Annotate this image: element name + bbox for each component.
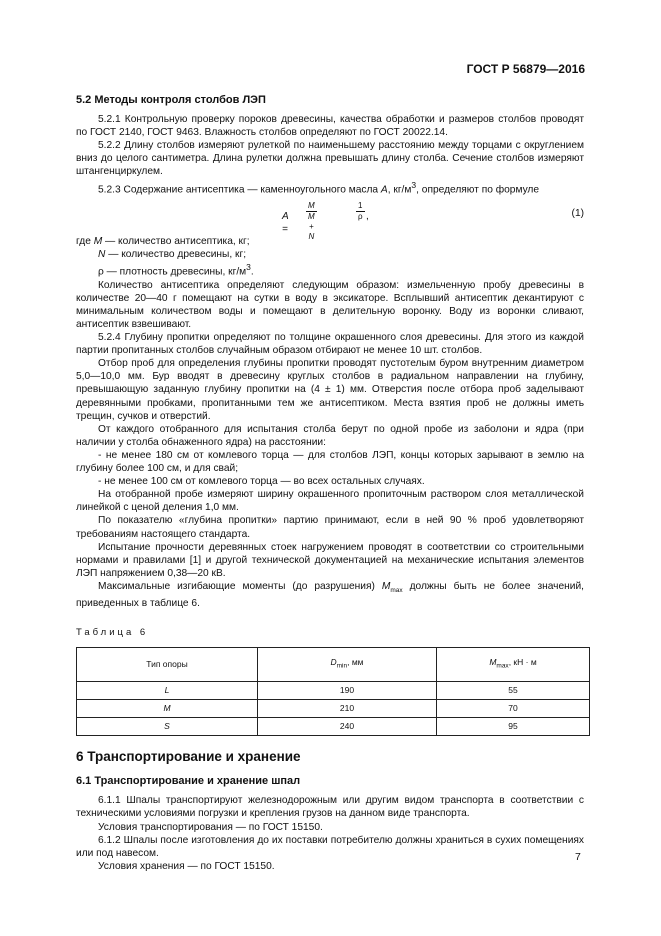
table-header-row (77, 648, 590, 682)
paragraph-5-2-3: 5.2.3 Содержание антисептика — каменноугольного масла A, $кг/м^3$, определяют по формуле (98, 179, 540, 195)
paragraph-strength-test: Испытание прочности деревянных стоек нагружением проводят в соответствии со строительными нормами и правилами [1] и другой технической документацией на механические испытания элементов ЛЭП напряжением 0,38—20 кВ. (76, 541, 584, 579)
formula-fraction-2: $\frac{1}{\rho}$ (358, 201, 363, 222)
section-6-title: 6 Транспортирование и хранение (76, 749, 301, 765)
paragraph-5-2-4: 5.2.4 Глубину пропитки определяют по толщине окрашенного слоя древесины. Для этого из каждой партии пропитанных столбов случайным образом отбирают не менее 10 шт. столбов. (76, 332, 584, 357)
list-item: - не менее 100 см от комлевого торца — во всех остальных случаях. (98, 476, 425, 488)
page-number: 7 (575, 851, 581, 863)
table-caption: Таблица 6 (76, 627, 149, 639)
section-5-2-title: 5.2 Методы контроля столбов ЛЭП (76, 94, 266, 106)
formula-legend (76, 235, 584, 279)
document-header: ГОСТ Р 56879—2016 (466, 62, 585, 76)
document-body (76, 94, 584, 873)
table-row: L 190 55 (77, 682, 590, 700)
list-item: - не менее 180 см от комлевого торца — для столбов ЛЭП, концы которых зарывают в землю на глубину более 100 см, и для свай; (76, 449, 584, 475)
paragraph-measurement: На отобранной пробе измеряют ширину окрашенного пропиточным раствором слоя металлической линейкой с ценой деления 1,0 мм. (76, 489, 584, 514)
section-6-1-title: 6.1 Транспортирование и хранение шпал (76, 775, 301, 788)
formula-lhs: A = (282, 211, 289, 236)
table-row: S 240 95 (77, 718, 590, 736)
table-header-cell: Тип опоры (77, 648, 258, 682)
paragraph-5-2-1: 5.2.1 Контрольную проверку пороков древесины, качества обработки и размеров столбов проводят по ГОСТ 2140, ГОСТ 9463. Влажность столбов определяют по ГОСТ 20022.14. (76, 114, 584, 139)
legend-item: ρ — плотность древесины, $кг/м^3$. (98, 262, 254, 278)
paragraph-6-1-1: 6.1.1 Шпалы транспортируют железнодорожным или другим видом транспорта в соответствии с техническими условиями погрузки и крепления грузов на данном виде транспорта. (76, 795, 584, 820)
paragraph-transport-conditions: Условия транспортирования — по ГОСТ 15150. (98, 821, 323, 833)
paragraph-antiseptic-method: Количество антисептика определяют следующим образом: измельченную пробу древесины в количестве 20—40 г помещают на сутки в воду в эксикаторе. Всплывший антисептик декантируют с минимальным количеством воды и помещают в делительную воронку. Воду из воронки сливают, антисептик взвешивают. (76, 279, 584, 330)
paragraph-5-2-2: 5.2.2 Длину столбов измеряют рулеткой по наименьшему расстоянию между торцами с округлением вниз до целого сантиметра. Длина рулетки должна превышать длину столба. Сечение столбов измеряют штангенциркулем. (76, 140, 584, 178)
table-6 (76, 647, 590, 736)
paragraph-max-moments: Максимальные изгибающие моменты (до разрушения) $M_{max}$ должны быть не более значений, приведенных в таблице 6. (76, 580, 584, 609)
paragraph-storage-conditions: Условия хранения — по ГОСТ 15150. (98, 860, 275, 872)
formula-1: A = $\frac{M}{M + N}$ $\frac{1}{\rho}$ , (1) (282, 201, 584, 242)
paragraph-6-1-2: 6.1.2 Шпалы после изготовления до их поставки потребителю должны храниться в сухих помещениях или под навесом. (76, 834, 584, 859)
paragraph-acceptance: По показателю «глубина пропитки» партию принимают, если в ней 90 % проб удовлетворяют требованиям настоящего стандарта. (76, 515, 584, 540)
table-header-cell: $D_{min}$, мм (258, 648, 437, 682)
table-row: M 210 70 (77, 700, 590, 718)
table-header-cell: $M_{max}$, кН · м (437, 648, 590, 682)
formula-number: (1) (571, 208, 584, 220)
legend-item: где M — количество антисептика, кг; (76, 236, 250, 248)
paragraph-sampling: Отбор проб для определения глубины пропитки проводят пустотелым буром внутренним диаметром 5,0—10,0 мм. Бур вводят в древесину круглых столбов в радиальном направлении на глубину, превышающую заданную глубину пропитки на (4 ± 1) мм. Отверстия после отбора проб заделывают деревянными пробками, пропитанными тем же антисептиком. Места взятия проб не должны иметь трещин, сучков и отверстий. (76, 358, 584, 422)
formula-fraction-1: $\frac{M}{M + N}$ (308, 201, 315, 242)
paragraph-sample-location: От каждого отобранного для испытания столба берут по одной пробе из заболони и ядра (при наличии у столба обнаженного ядра) на расстоянии: (76, 423, 584, 448)
legend-item: N — количество древесины, кг; (98, 249, 247, 261)
